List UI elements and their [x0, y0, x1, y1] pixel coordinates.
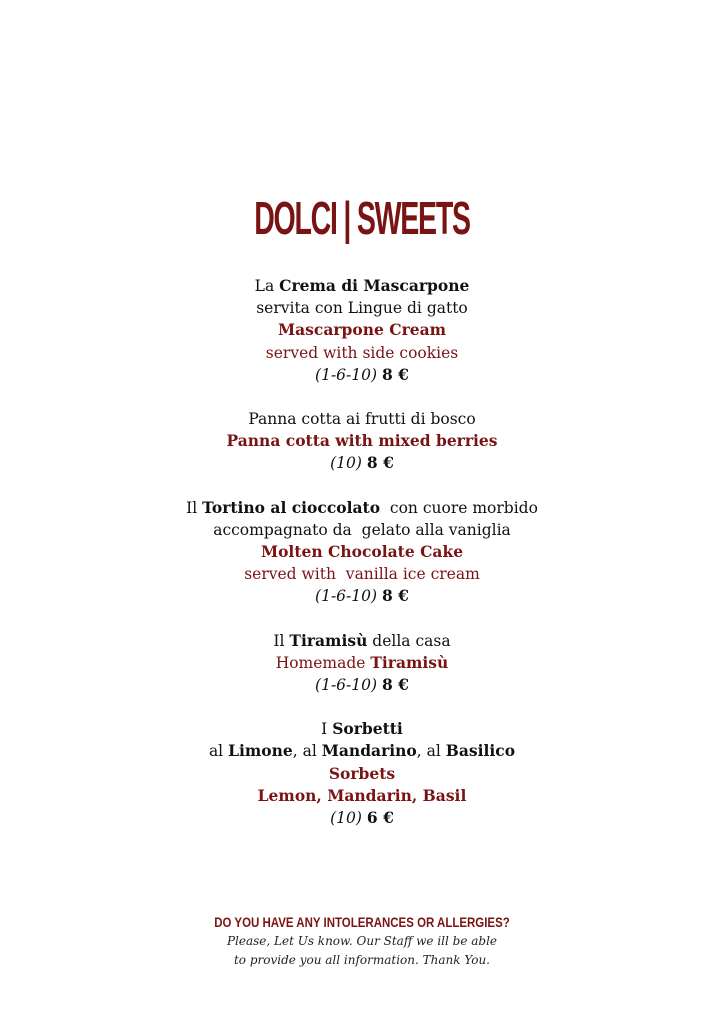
- item-english-flavors: Lemon, Mandarin, Basil: [257, 785, 467, 805]
- item-allergens: (1-6-10): [315, 676, 378, 695]
- flavor-limone: Limone: [228, 741, 293, 761]
- item-english-description: served with side cookies: [265, 343, 459, 362]
- item-italian-description: accompagnato da gelato alla vaniglia: [213, 520, 511, 539]
- item-price-line: [0, 452, 724, 474]
- item-italian-name: Crema di Mascarpone: [279, 276, 470, 295]
- item-italian-suffix: della casa: [367, 631, 451, 650]
- allergy-text-line-1: Please, Let Us know. Our Staff we ill be able: [226, 934, 498, 948]
- item-english-name: Panna cotta with mixed berries: [226, 431, 498, 451]
- item-allergens: (1-6-10): [315, 365, 378, 384]
- menu-item-crema-mascarpone: [0, 275, 724, 386]
- allergy-heading: DO YOU HAVE ANY INTOLERANCES OR ALLERGIES?: [214, 914, 510, 930]
- item-italian-title: [0, 497, 724, 519]
- allergy-notice: [0, 912, 724, 970]
- item-italian-flavors: [0, 740, 724, 762]
- item-english-name: Mascarpone Cream: [277, 320, 447, 340]
- item-price: 8 €: [381, 364, 409, 384]
- item-english-name: Sorbets: [328, 763, 396, 783]
- item-italian-title: Panna cotta ai frutti di bosco: [248, 410, 476, 429]
- item-italian-name: Tiramisù: [289, 630, 368, 650]
- item-italian-prefix: La: [254, 277, 280, 295]
- item-english-prefix: Homemade: [275, 653, 371, 672]
- item-italian-prefix: I: [321, 720, 333, 739]
- item-italian-title: [0, 630, 724, 652]
- menu-item-tiramisu: [0, 630, 724, 697]
- item-italian-title: [0, 275, 724, 297]
- item-price-line: [0, 364, 724, 386]
- flavor-basilico: Basilico: [445, 741, 516, 761]
- item-price-line: [0, 807, 724, 829]
- item-price: 8 €: [381, 675, 409, 695]
- item-italian-suffix: con cuore morbido: [380, 498, 538, 517]
- item-price: 8 €: [366, 453, 394, 473]
- item-allergens: (10): [330, 809, 362, 828]
- flavor-separator: , al: [292, 742, 322, 761]
- item-english-name: Tiramisù: [370, 652, 449, 672]
- item-english-name: Molten Chocolate Cake: [260, 542, 464, 562]
- item-italian-name: Sorbetti: [332, 719, 403, 739]
- item-italian-title: [0, 718, 724, 740]
- item-price-line: [0, 585, 724, 607]
- item-english-description: served with vanilla ice cream: [244, 565, 480, 584]
- flavor-separator: al: [208, 742, 229, 761]
- item-italian-prefix: Il: [273, 631, 290, 650]
- item-price: 6 €: [366, 808, 394, 828]
- item-price-line: [0, 674, 724, 696]
- flavor-separator: , al: [416, 742, 446, 761]
- item-allergens: (1-6-10): [315, 587, 378, 606]
- item-italian-prefix: Il: [186, 498, 203, 517]
- allergy-text-line-2: to provide you all information. Thank You.: [233, 953, 490, 967]
- item-italian-description: servita con Lingue di gatto: [256, 299, 468, 318]
- item-italian-name: Tortino al cioccolato: [202, 497, 381, 517]
- item-english-title: [0, 652, 724, 674]
- item-price: 8 €: [381, 586, 409, 606]
- menu-item-sorbetti: [0, 718, 724, 829]
- page-title: DOLCI | SWEETS: [254, 192, 470, 244]
- menu-item-panna-cotta: [0, 408, 724, 475]
- dessert-menu: [0, 275, 724, 851]
- menu-item-tortino-cioccolato: [0, 497, 724, 608]
- flavor-mandarino: Mandarino: [321, 741, 417, 761]
- item-allergens: (10): [330, 454, 362, 473]
